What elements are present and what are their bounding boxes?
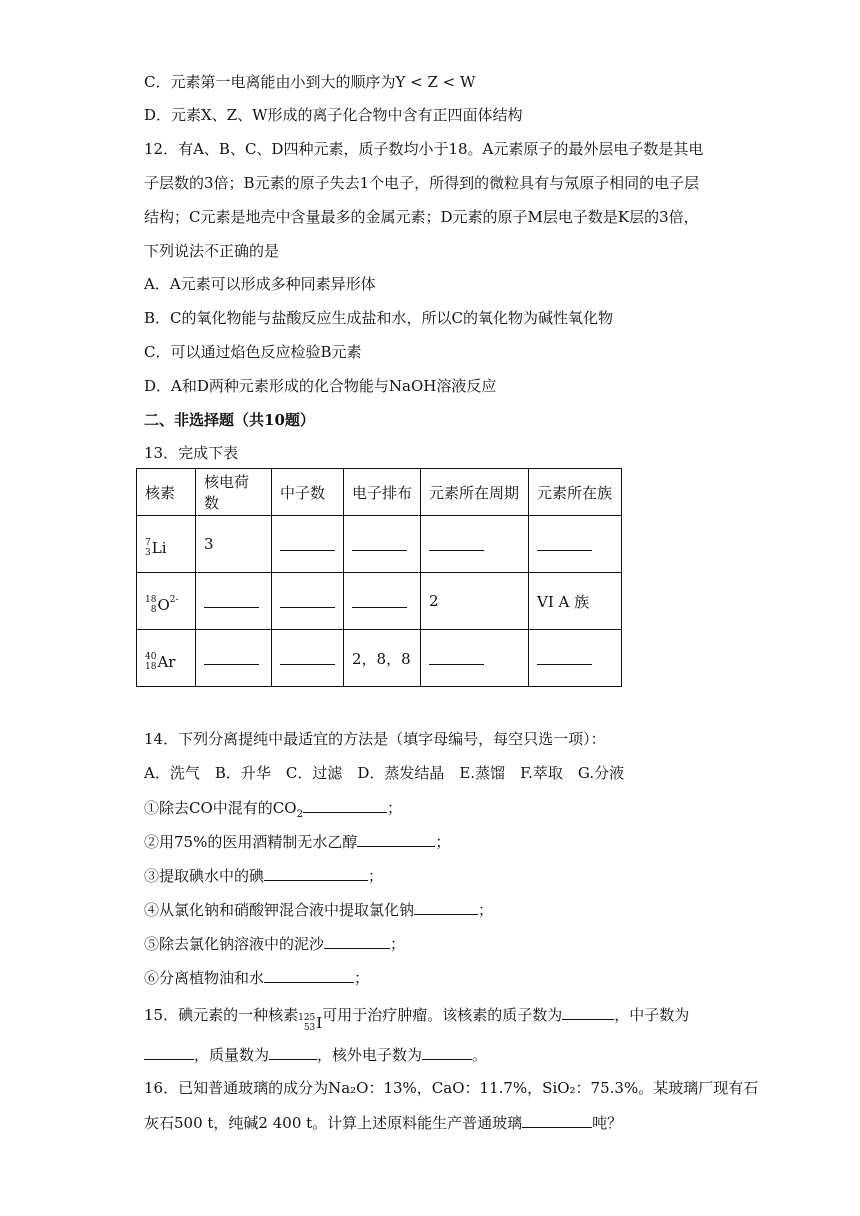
q14-blank-3[interactable] — [264, 864, 368, 881]
q12-stem-line-2: 子层数的3倍；B元素的原子失去1个电子，所得到的微粒具有与氖原子相同的电子层 — [144, 174, 700, 192]
q14-blank-1[interactable] — [303, 796, 387, 813]
q15-electron-blank[interactable] — [422, 1043, 472, 1060]
ar-config: 2，8，8 — [344, 630, 421, 687]
q14-item-6: ⑥分离植物油和水 ； — [144, 966, 369, 989]
li-group-blank[interactable] — [529, 516, 622, 573]
header-neutrons: 中子数 — [272, 469, 344, 516]
li-config-blank[interactable] — [344, 516, 421, 573]
q15-mass-number-blank[interactable] — [269, 1043, 317, 1060]
header-group: 元素所在族 — [529, 469, 622, 516]
q14-blank-2[interactable] — [357, 830, 435, 847]
o-neutrons-blank[interactable] — [272, 573, 344, 630]
table-row — [137, 630, 622, 687]
q12-stem-line-4: 下列说法不正确的是 — [144, 242, 280, 260]
q15-neutron-blank[interactable] — [144, 1043, 194, 1060]
q12-stem-line-3: 结构；C元素是地壳中含量最多的金属元素；D元素的原子M层电子数是K层的3倍， — [144, 208, 699, 226]
header-period: 元素所在周期 — [421, 469, 529, 516]
q14-blank-6[interactable] — [264, 966, 354, 983]
q14-item-2: ②用75%的医用酒精制无水乙醇 ； — [144, 830, 450, 853]
section-2-title: 二、非选择题（共10题） — [144, 411, 315, 429]
q16-line-1: 16．已知普通玻璃的成分为Na₂O：13%，CaO：11.7%，SiO₂：75.3%。某玻璃厂现有石 — [144, 1079, 759, 1097]
q14-options: A．洗气 B．升华 C．过滤 D．蒸发结晶 E.蒸馏 F.萃取 G.分液 — [144, 764, 625, 782]
table-row — [137, 573, 622, 630]
table-header-row — [137, 469, 622, 516]
header-nuclide: 核素 — [137, 469, 196, 516]
q15-line-2: ，质量数为 ，核外电子数为 。 — [144, 1043, 487, 1066]
iodine-nuclide: 125 53 I — [298, 1013, 323, 1033]
ar-charge-blank[interactable] — [196, 630, 272, 687]
nuclide-ar: 40 18 Ar — [137, 630, 196, 687]
header-electron-config: 电子排布 — [344, 469, 421, 516]
q14-blank-4[interactable] — [414, 898, 478, 915]
q13-stem: 13．完成下表 — [144, 444, 239, 462]
q14-item-5: ⑤除去氯化钠溶液中的泥沙 ； — [144, 932, 405, 955]
q16-answer-blank[interactable] — [522, 1111, 592, 1128]
q12-option-c: C．可以通过焰色反应检验B元素 — [144, 343, 362, 361]
nuclide-o: 18 8 O 2- — [137, 573, 196, 630]
q14-stem: 14．下列分离提纯中最适宜的方法是（填字母编号，每空只选一项）： — [144, 730, 606, 748]
table-row — [137, 516, 622, 573]
o-config-blank[interactable] — [344, 573, 421, 630]
ar-neutrons-blank[interactable] — [272, 630, 344, 687]
o-charge-blank[interactable] — [196, 573, 272, 630]
nuclide-table — [136, 468, 622, 687]
q14-item-1: ①除去CO中混有的$CO_2$ ； — [144, 796, 402, 826]
li-neutrons-blank[interactable] — [272, 516, 344, 573]
li-nuclear-charge: 3 — [196, 516, 272, 573]
q12-option-a: A．A元素可以形成多种同素异形体 — [144, 275, 376, 293]
q14-blank-5[interactable] — [324, 932, 390, 949]
q12-option-b: B．C的氧化物能与盐酸反应生成盐和水，所以C的氧化物为碱性氧化物 — [144, 309, 613, 327]
q14-item-3: ③提取碘水中的碘 ； — [144, 864, 383, 887]
o-period: 2 — [421, 573, 529, 630]
q11-option-d: D．元素X、Z、W形成的离子化合物中含有正四面体结构 — [144, 106, 523, 124]
nuclide-li: 7 3 Li — [137, 516, 196, 573]
header-nuclear-charge: 核电荷数 — [196, 469, 272, 516]
q14-item-4: ④从氯化钠和硝酸钾混合液中提取氯化钠 ； — [144, 898, 493, 921]
q11-option-c: C．元素第一电离能由小到大的顺序为Y < Z < W — [144, 73, 476, 91]
q15-proton-blank[interactable] — [562, 1003, 614, 1020]
q15-line-1: 15．碘元素的一种核素 125 53 I 可用于治疗肿瘤。该核素的质子数为 ，中子数为 — [144, 1003, 689, 1034]
q12-option-d: D．A和D两种元素形成的化合物能与NaOH溶液反应 — [144, 377, 497, 395]
ar-period-blank[interactable] — [421, 630, 529, 687]
q16-line-2: 灰石500 t，纯碱2 400 t。计算上述原料能生产普通玻璃 吨？ — [144, 1111, 622, 1134]
q12-stem-line-1: 12．有A、B、C、D四种元素，质子数均小于18。A元素原子的最外层电子数是其电 — [144, 140, 704, 158]
ar-group-blank[interactable] — [529, 630, 622, 687]
li-period-blank[interactable] — [421, 516, 529, 573]
o-group: VI A 族 — [529, 573, 622, 630]
